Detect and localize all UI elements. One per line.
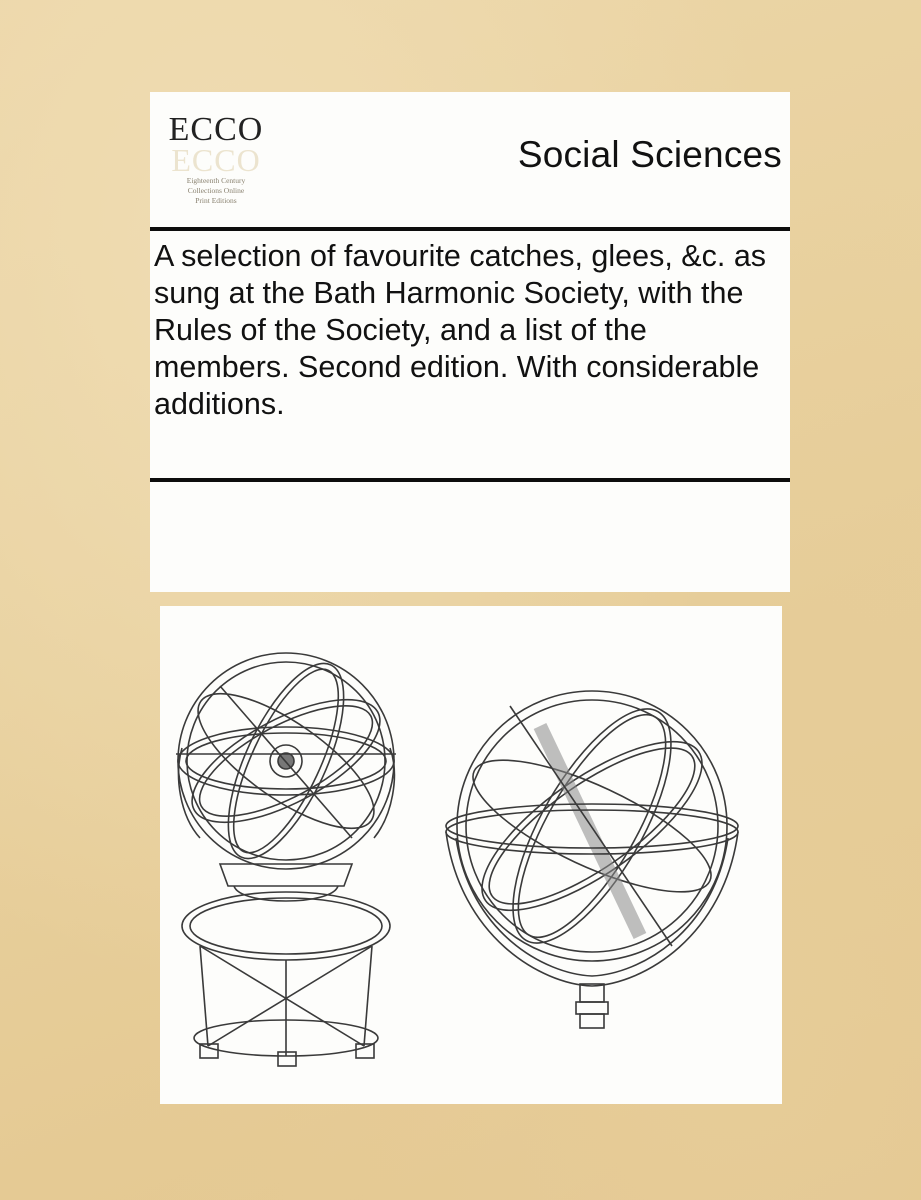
bottom-rule xyxy=(150,478,790,482)
series-label: Social Sciences xyxy=(517,134,782,175)
ecco-logo xyxy=(166,108,266,218)
cover-illustration-panel xyxy=(160,606,782,1104)
logo-line-2: Collections Online xyxy=(187,186,245,195)
illustration xyxy=(160,606,782,1104)
armillary-sphere-hemisphere-icon xyxy=(446,687,738,1028)
armillary-sphere-on-stand-icon xyxy=(174,648,397,1066)
top-rule xyxy=(150,227,790,231)
logo-line-3: Print Editions xyxy=(195,196,237,205)
logo-ghost-text: ECCO xyxy=(171,142,261,178)
cover-top-panel xyxy=(150,92,790,592)
logo-mark: ECCO xyxy=(168,111,264,148)
logo-line-1: Eighteenth Century xyxy=(186,176,246,185)
book-title: A selection of favourite catches, glees, &c. as sung at the Bath Harmonic Society, with the Rules of the Society, and a list of the members. Second edition. With considerable additions. xyxy=(154,239,767,421)
